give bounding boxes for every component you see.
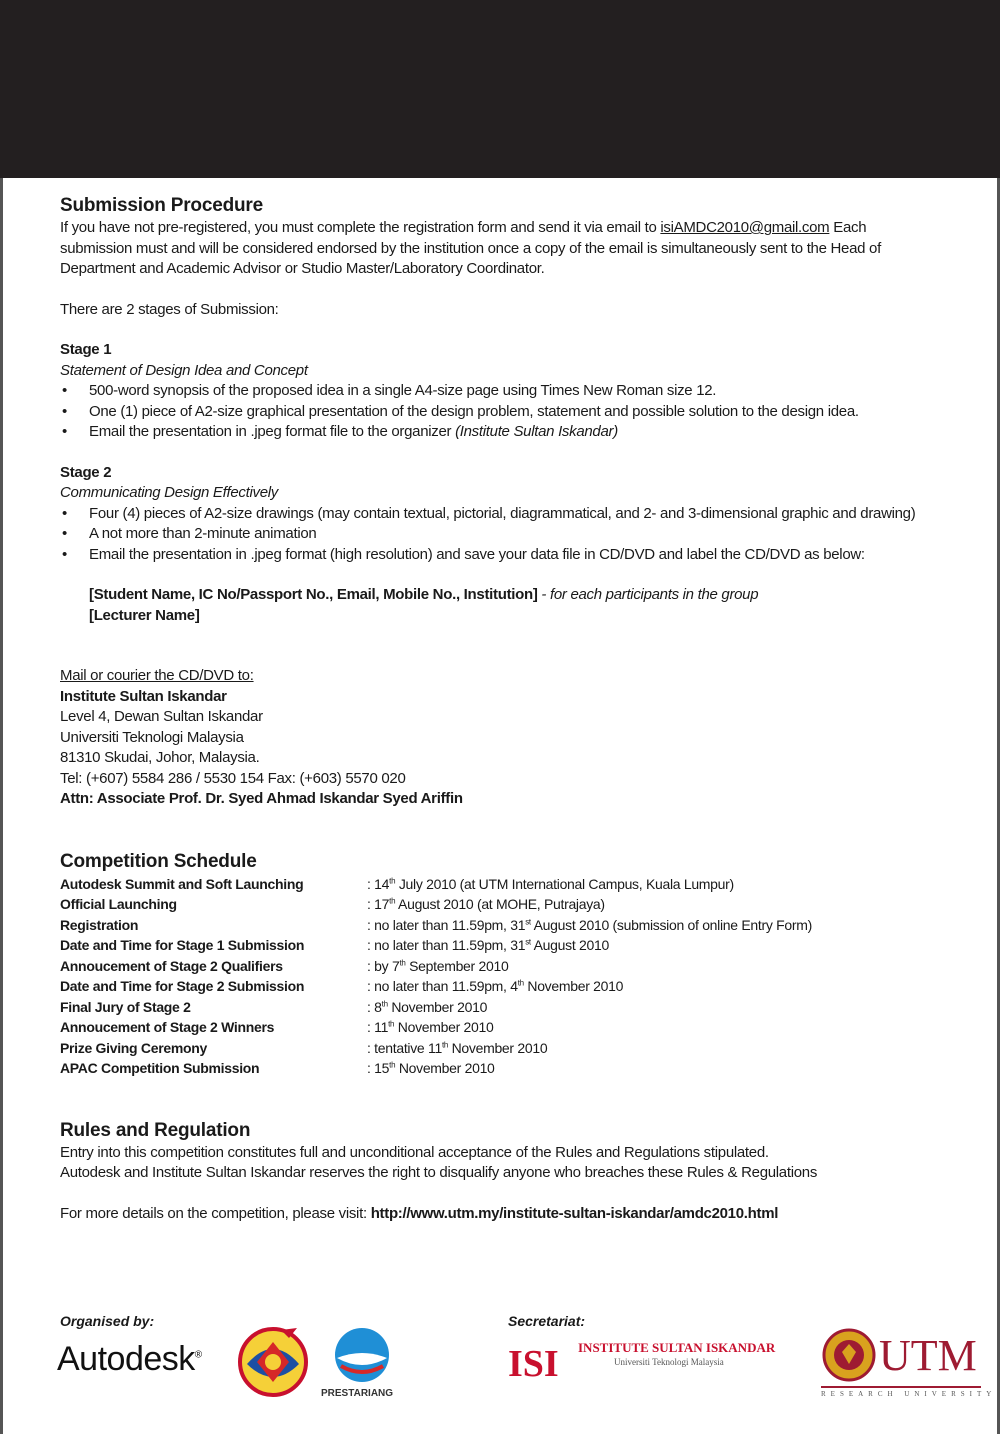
mail-attention: Attn: Associate Prof. Dr. Syed Ahmad Iskandar Syed Ariffin (60, 790, 463, 807)
schedule-date (367, 976, 812, 997)
stages-intro: There are 2 stages of Submission: (60, 300, 279, 318)
details-line (60, 1204, 920, 1225)
mail-address-line: Level 4, Dewan Sultan Iskandar (60, 708, 263, 725)
schedule-date (367, 1058, 812, 1079)
utm-research-text: RESEARCH UNIVERSITY (821, 1390, 997, 1398)
schedule-row (60, 956, 812, 977)
schedule-date-main: : no later than 11.59pm, 4 (367, 978, 518, 994)
page-border-left (0, 178, 3, 1434)
schedule-event: APAC Competition Submission (60, 1060, 260, 1076)
schedule-date-rest: November 2010 (395, 1060, 495, 1076)
schedule-date-main: : 8 (367, 998, 382, 1015)
rules-line: Entry into this competition constitutes full and unconditional acceptance of the Rules and Regulations stipulated. (60, 1143, 769, 1161)
mail-tel-fax: Tel: (+607) 5584 286 / 5530 154 Fax: (+603) 5570 020 (60, 769, 406, 787)
schedule-row (60, 894, 812, 915)
submission-paragraph (60, 218, 920, 280)
schedule-date (367, 894, 812, 915)
schedule-date-main: : by 7 (367, 957, 400, 974)
stage2-item: • Email the presentation in .jpeg format (high resolution) and save your data file in CD/DVD and label the CD/DVD as below: (60, 545, 920, 566)
rules-line: Autodesk and Institute Sultan Iskandar reserves the right to disqualify anyone who breaches these Rules & Regulations (60, 1164, 818, 1181)
mail-heading: Mail or courier the CD/DVD to: (60, 667, 254, 684)
stage1-subtitle: Statement of Design Idea and Concept (60, 361, 308, 379)
rules-heading: Rules and Regulation (60, 1119, 251, 1141)
schedule-date-ordinal: th (517, 978, 524, 988)
schedule-date-main: : no later than 11.59pm, 31 (367, 937, 526, 953)
stage2-subtitle: Communicating Design Effectively (60, 484, 278, 501)
prestariang-globe-icon (333, 1326, 391, 1384)
cd-label-line1 (60, 585, 920, 606)
stage1-list (60, 381, 920, 443)
schedule-date-ordinal: st (525, 937, 531, 947)
secretariat-label: Secretariat: (508, 1313, 586, 1329)
schedule-date-rest: November 2010 (523, 978, 624, 994)
isi-name-text: INSTITUTE SULTAN ISKANDAR (578, 1340, 776, 1355)
schedule-row (60, 915, 812, 936)
submission-intro-text: If you have not pre-registered, you must complete the registration form and send it via email to (60, 219, 661, 236)
stage2-item: • Four (4) pieces of A2-size drawings (may contain textual, pictorial, diagrammatical, and 2- and 3-dimensional graphic and drawing) (60, 504, 920, 525)
cd-label-lecturer: [Lecturer Name] (89, 606, 200, 624)
utm-logo-text: UTM (879, 1331, 977, 1380)
stage1-item: • One (1) piece of A2-size graphical presentation of the design problem, statement and possible solution to the design idea. (60, 402, 920, 423)
schedule-date (367, 1017, 812, 1038)
schedule-event: Official Launching (60, 896, 177, 912)
schedule-date-rest: November 2010 (448, 1039, 548, 1056)
utm-divider (821, 1386, 981, 1388)
schedule-event: Date and Time for Stage 1 Submission (60, 937, 305, 953)
mail-organization: Institute Sultan Iskandar (60, 687, 227, 705)
stage1-item: • 500-word synopsis of the proposed idea in a single A4-size page using Times New Roman size 12. (60, 381, 920, 402)
stage1-item (60, 422, 920, 443)
schedule-date-ordinal: th (389, 896, 396, 906)
schedule-date-ordinal: th (381, 998, 388, 1008)
sponsor-footer (0, 1310, 1000, 1434)
stage1-item3-text: Email the presentation in .jpeg format file to the organizer (89, 423, 456, 440)
details-text: For more details on the competition, please visit: (60, 1204, 371, 1222)
cd-label-student: [Student Name, IC No/Passport No., Email, Mobile No., Institution] (89, 586, 538, 603)
schedule-date-ordinal: th (399, 957, 406, 967)
schedule-date (367, 874, 812, 895)
mohe-crest-icon (237, 1324, 309, 1400)
schedule-row (60, 1038, 812, 1059)
document-body (60, 194, 920, 1224)
stage2-list (60, 504, 920, 566)
schedule-event: Annoucement of Stage 2 Winners (60, 1019, 275, 1035)
schedule-table (60, 874, 812, 1079)
schedule-date-rest: August 2010 (530, 937, 609, 953)
schedule-event: Annoucement of Stage 2 Qualifiers (60, 957, 283, 974)
schedule-event: Autodesk Summit and Soft Launching (60, 875, 304, 892)
organised-by-label: Organised by: (60, 1313, 155, 1329)
schedule-date-ordinal: th (388, 1019, 395, 1029)
schedule-date-rest: August 2010 (submission of online Entry Form) (530, 916, 812, 933)
schedule-date-rest: September 2010 (405, 957, 509, 974)
schedule-date-ordinal: th (441, 1039, 449, 1049)
schedule-date (367, 997, 812, 1018)
autodesk-logo-text: Autodesk (57, 1340, 195, 1378)
schedule-date (367, 915, 812, 936)
schedule-date-rest: July 2010 (at UTM International Campus, Kuala Lumpur) (395, 875, 734, 892)
schedule-date-main: : 15 (367, 1060, 390, 1076)
schedule-date (367, 956, 812, 977)
schedule-row (60, 874, 812, 895)
utm-crest-icon (822, 1328, 876, 1382)
stage1-item3-organizer: (Institute Sultan Iskandar) (455, 423, 618, 440)
schedule-event: Prize Giving Ceremony (60, 1039, 207, 1056)
prestariang-logo-text: PRESTARIANG (321, 1388, 394, 1399)
stage2-heading: Stage 2 (60, 463, 112, 481)
schedule-event: Date and Time for Stage 2 Submission (60, 978, 305, 994)
schedule-row (60, 997, 812, 1018)
schedule-date-main: : 17 (367, 896, 390, 912)
isi-university-text: Universiti Teknologi Malaysia (614, 1357, 724, 1367)
isi-logo-text: ISI (508, 1343, 559, 1385)
schedule-date-main: : tentative 11 (367, 1039, 442, 1056)
schedule-date-ordinal: th (389, 1060, 396, 1070)
schedule-date-rest: November 2010 (394, 1019, 494, 1035)
mail-address-line: 81310 Skudai, Johor, Malaysia. (60, 749, 260, 766)
schedule-row (60, 935, 812, 956)
stage1-heading: Stage 1 (60, 341, 112, 358)
schedule-date-ordinal: st (525, 916, 531, 926)
schedule-date-main: : 11 (367, 1019, 389, 1035)
schedule-event: Registration (60, 916, 139, 933)
schedule-date-rest: November 2010 (387, 998, 488, 1015)
schedule-date-rest: August 2010 (at MOHE, Putrajaya) (395, 896, 605, 912)
details-url-link[interactable]: http://www.utm.my/institute-sultan-iskandar/amdc2010.html (370, 1204, 779, 1222)
submission-heading: Submission Procedure (60, 195, 263, 216)
schedule-date-main: : no later than 11.59pm, 31 (367, 916, 526, 933)
schedule-date (367, 1038, 812, 1059)
cd-label-note: - for each participants in the group (537, 586, 759, 603)
registration-email-link[interactable]: isiAMDC2010@gmail.com (660, 219, 830, 236)
top-banner-band (0, 0, 1000, 178)
schedule-row (60, 976, 812, 997)
schedule-date (367, 935, 812, 956)
schedule-row (60, 1017, 812, 1038)
schedule-date-main: : 14 (367, 875, 390, 892)
schedule-row (60, 1058, 812, 1079)
mail-address-line: Universiti Teknologi Malaysia (60, 728, 244, 746)
submission-endorsement-text: Each submission must and will be considered endorsed by the institution once a copy of the email is simultaneously sent to the Head of Department and Academic Advisor or Studio Master/Laboratory Coordinator. (60, 219, 881, 277)
schedule-date-ordinal: th (389, 875, 396, 885)
stage2-item: • A not more than 2-minute animation (60, 524, 920, 545)
schedule-event: Final Jury of Stage 2 (60, 998, 191, 1015)
schedule-heading: Competition Schedule (60, 850, 257, 872)
autodesk-logo: Autodesk® (57, 1340, 202, 1378)
